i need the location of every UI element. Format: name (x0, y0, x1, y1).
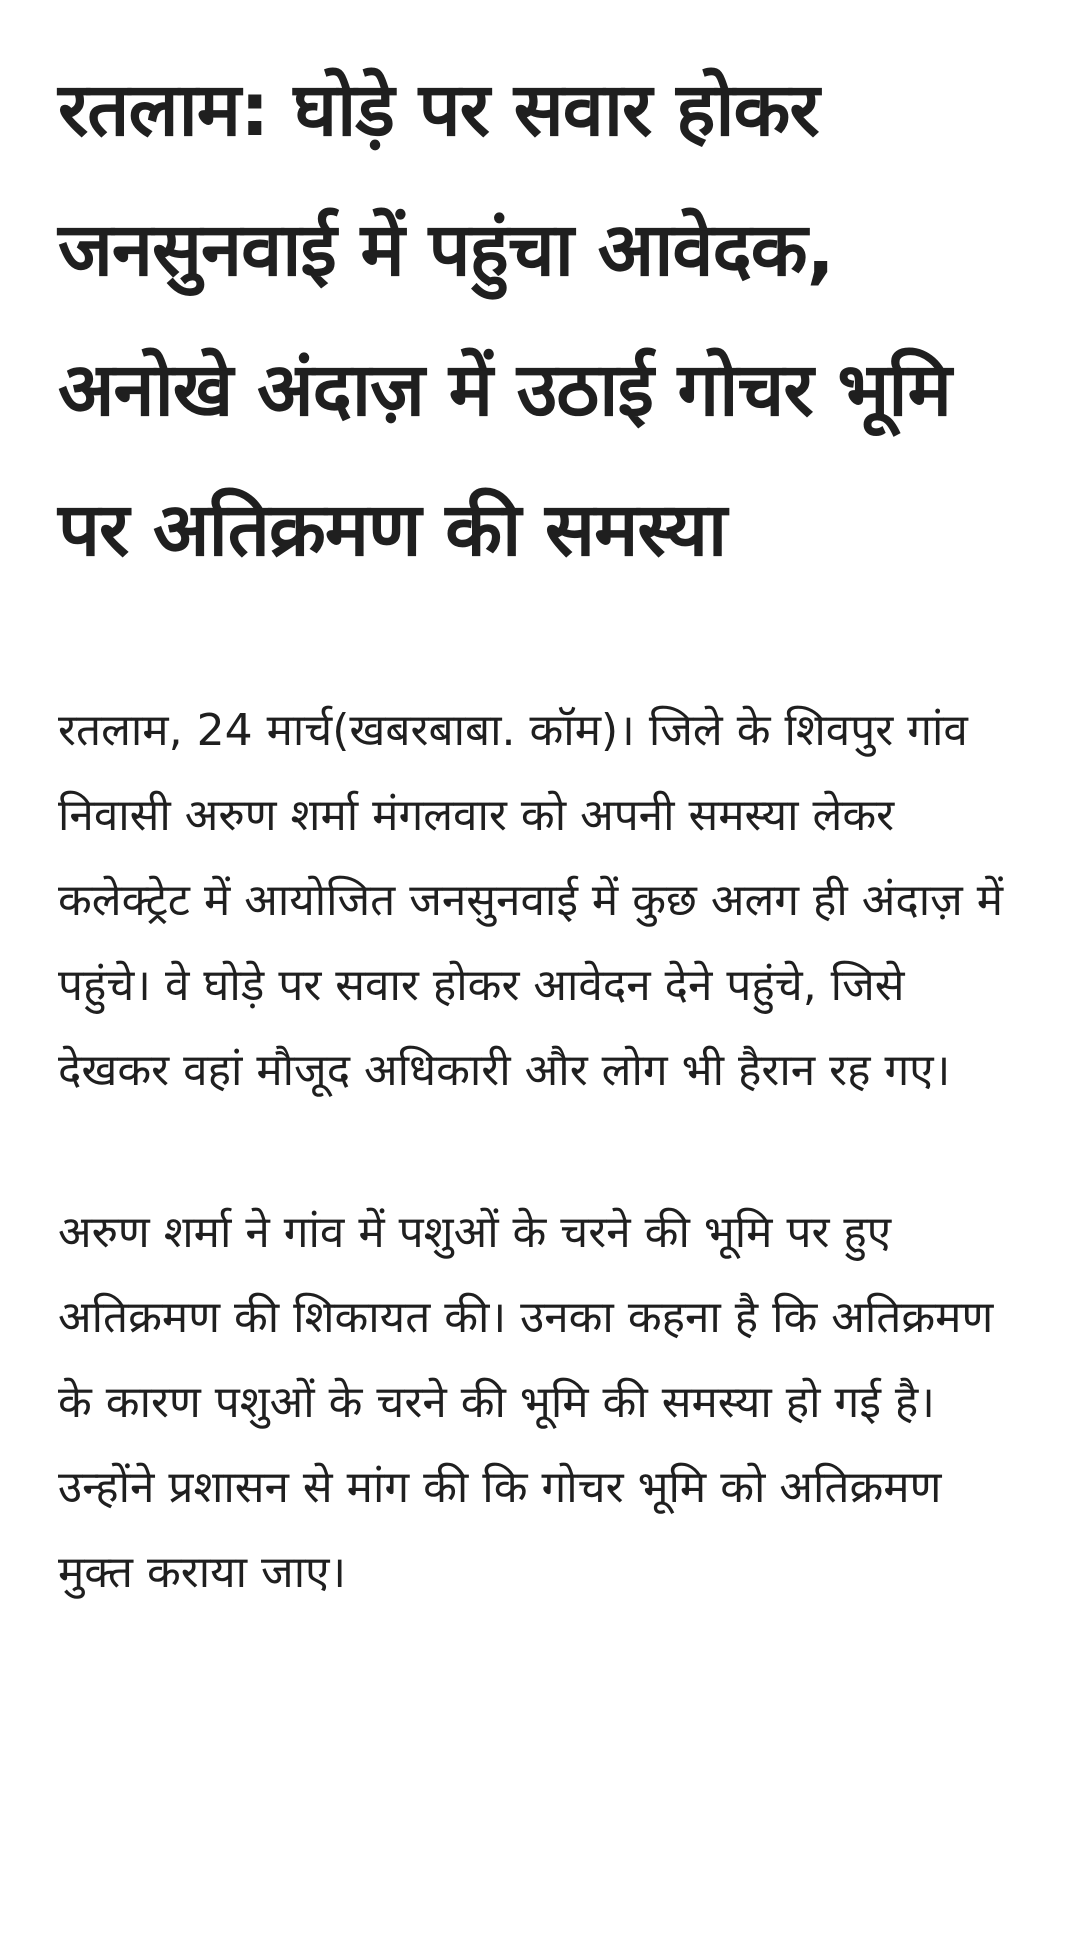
article-paragraph-1: रतलाम, 24 मार्च(खबरबाबा. कॉम)। जिले के शिवपुर गांव निवासी अरुण शर्मा मंगलवार को अपनी समस्या लेकर कलेक्ट्रेट में आयोजित जनसुनवाई में कुछ अलग ही अंदाज़ में पहुंचे। वे घोड़े पर सवार होकर आवेदन देने पहुंचे, जिसे देखकर वहां मौजूद अधिकारी और लोग भी हैरान रह गए। (58, 705, 1004, 1096)
article-paragraph-2: अरुण शर्मा ने गांव में पशुओं के चरने की भूमि पर हुए अतिक्रमण की शिकायत की। उनका कहना है कि अतिक्रमण के कारण पशुओं के चरने की भूमि की समस्या हो गई है। उन्होंने प्रशासन से मांग की कि गोचर भूमि को अतिक्रमण मुक्त कराया जाए। (58, 1207, 994, 1598)
article (58, 40, 1018, 1615)
article-headline: रतलाम: घोड़े पर सवार होकर जनसुनवाई में पहुंचा आवेदक, अनोखे अंदाज़ में उठाई गोचर भूमि पर अतिक्रमण की समस्या (58, 67, 951, 573)
article-body (58, 688, 1018, 1615)
